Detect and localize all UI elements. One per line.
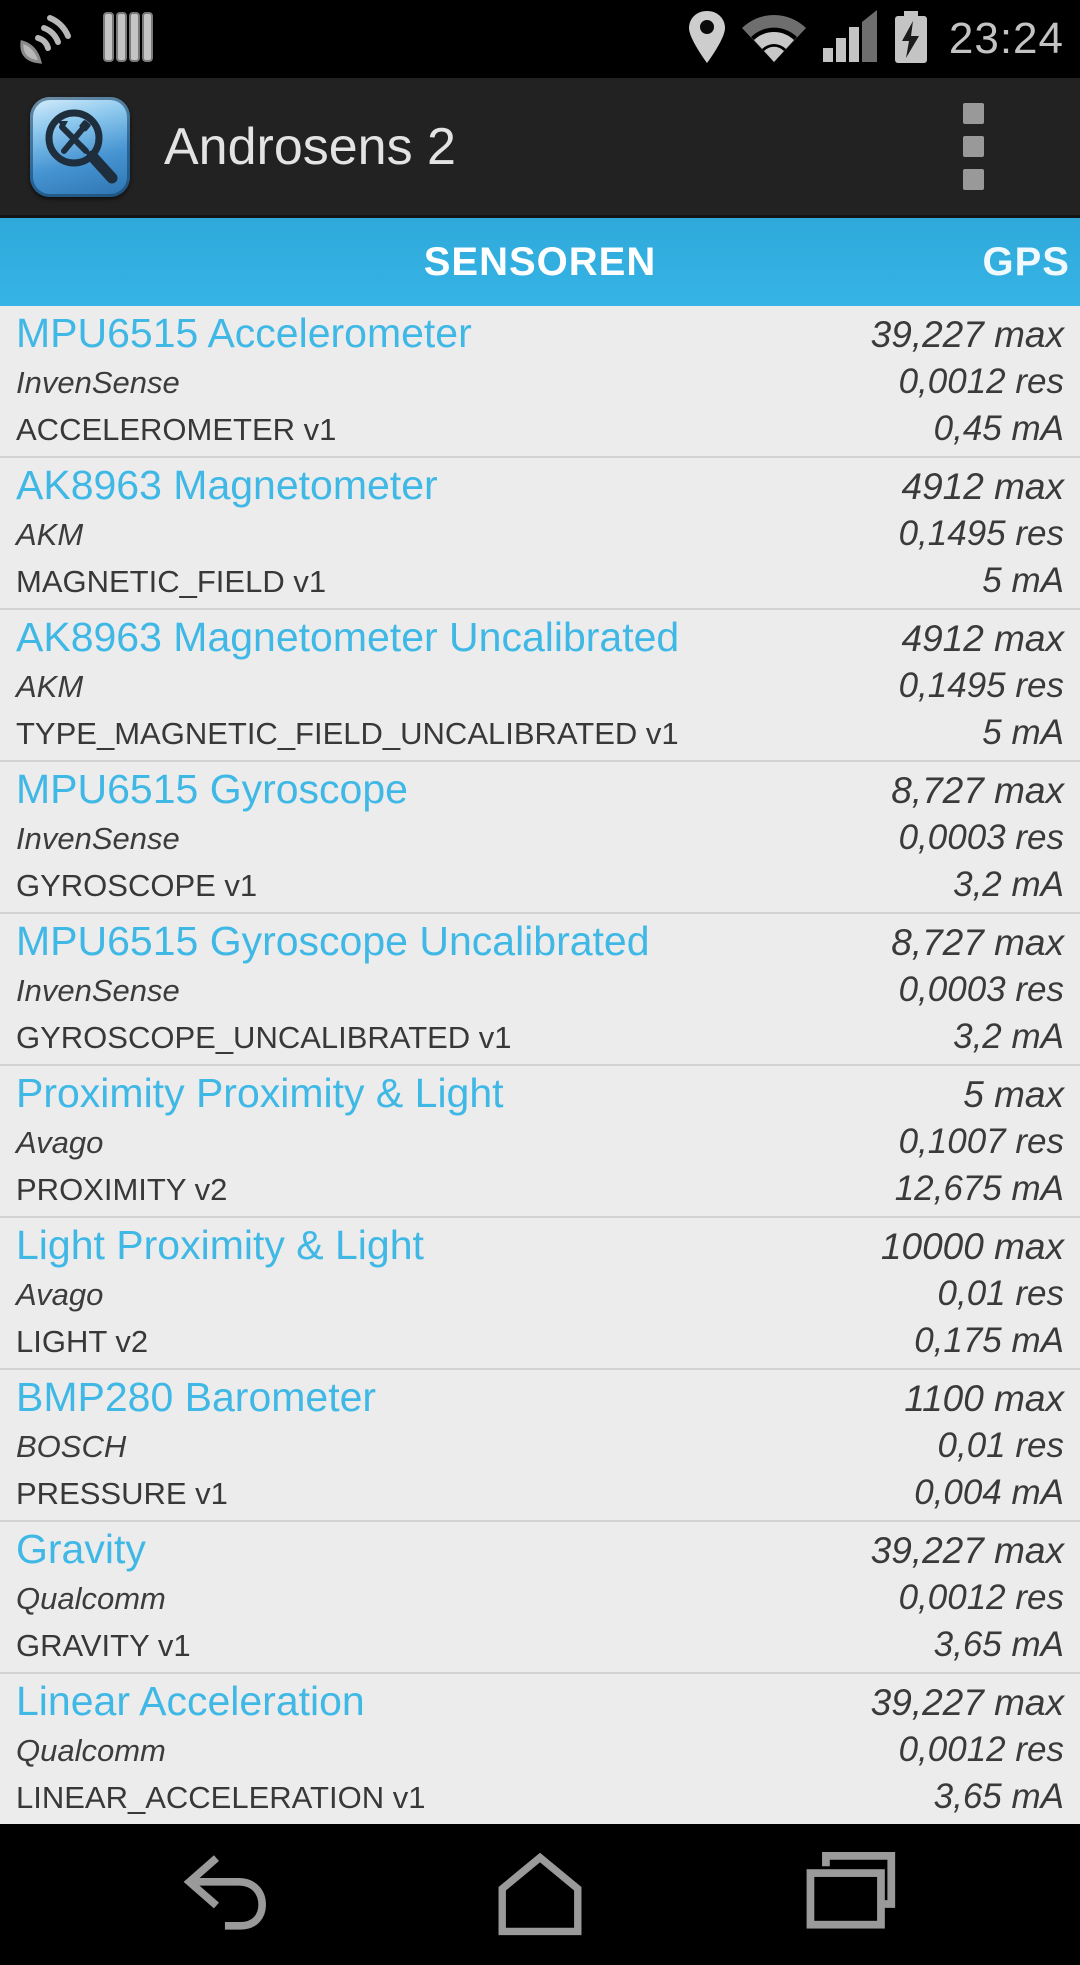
sensor-max-value: 39,227 max: [870, 1682, 1064, 1723]
sensor-vendor: InvenSense: [16, 821, 180, 856]
sensor-power-value: 5 mA: [982, 561, 1064, 600]
sensor-row[interactable]: [0, 1672, 1080, 1824]
sensor-resolution-value: 0,0003 res: [898, 818, 1064, 857]
sensor-row[interactable]: [0, 1064, 1080, 1216]
sensor-name: Linear Acceleration: [16, 1678, 365, 1724]
sensor-name: MPU6515 Gyroscope Uncalibrated: [16, 918, 650, 964]
sensor-row[interactable]: [0, 1520, 1080, 1672]
location-pin-icon: [687, 9, 727, 70]
recents-button[interactable]: [780, 1845, 920, 1945]
sensor-type: PRESSURE v1: [16, 1476, 228, 1511]
sensor-max-value: 4912 max: [901, 618, 1064, 659]
sensor-row[interactable]: [0, 306, 1080, 456]
sensor-row[interactable]: [0, 1216, 1080, 1368]
status-bar-right-icons: [687, 9, 1064, 70]
sensor-vendor: InvenSense: [16, 973, 180, 1008]
sensor-power-value: 3,2 mA: [953, 1017, 1064, 1056]
sensor-name: MPU6515 Gyroscope: [16, 766, 408, 812]
sensor-max-value: 4912 max: [901, 466, 1064, 507]
sensor-max-value: 39,227 max: [870, 1530, 1064, 1571]
sensor-name: Gravity: [16, 1526, 146, 1572]
sensor-name: Light Proximity & Light: [16, 1222, 424, 1268]
sensor-power-value: 0,45 mA: [933, 409, 1064, 448]
home-button[interactable]: [470, 1845, 610, 1945]
sensor-row[interactable]: [0, 456, 1080, 608]
sensor-power-value: 12,675 mA: [894, 1169, 1064, 1208]
sensor-vendor: Qualcomm: [16, 1581, 166, 1616]
app-icon: [30, 97, 130, 197]
sensor-power-value: 3,65 mA: [933, 1777, 1064, 1816]
sensor-name: AK8963 Magnetometer Uncalibrated: [16, 614, 680, 660]
sensor-resolution-value: 0,1495 res: [898, 666, 1064, 705]
sensor-type: GRAVITY v1: [16, 1628, 191, 1663]
sensor-vendor: Avago: [16, 1277, 104, 1312]
sensor-vendor: InvenSense: [16, 365, 180, 400]
home-icon: [484, 1846, 596, 1943]
back-button[interactable]: [160, 1845, 300, 1945]
tab-sensoren[interactable]: SENSOREN: [423, 239, 657, 284]
recents-icon: [800, 1849, 900, 1940]
navigation-bar: [0, 1824, 1080, 1965]
sensor-resolution-value: 0,01 res: [937, 1426, 1064, 1465]
status-bar: [0, 0, 1080, 78]
tab-gps[interactable]: GPS: [982, 239, 1070, 284]
sensor-resolution-value: 0,0003 res: [898, 970, 1064, 1009]
sensor-resolution-value: 0,01 res: [937, 1274, 1064, 1313]
sensor-power-value: 3,65 mA: [933, 1625, 1064, 1664]
sensor-row[interactable]: [0, 760, 1080, 912]
sensor-power-value: 3,2 mA: [953, 865, 1064, 904]
gps-searching-icon: [16, 8, 80, 71]
sensor-name: AK8963 Magnetometer: [16, 462, 438, 508]
sensor-vendor: AKM: [16, 669, 84, 704]
sensor-row[interactable]: [0, 608, 1080, 760]
sensor-type: TYPE_MAGNETIC_FIELD_UNCALIBRATED v1: [16, 716, 679, 751]
sensor-bars-icon: [102, 9, 154, 70]
sensor-resolution-value: 0,1007 res: [898, 1122, 1064, 1161]
tab-strip: [0, 218, 1080, 306]
sensor-type: GYROSCOPE v1: [16, 868, 258, 903]
sensor-type: ACCELEROMETER v1: [16, 412, 337, 447]
sensor-row[interactable]: [0, 912, 1080, 1064]
sensor-type: MAGNETIC_FIELD v1: [16, 564, 327, 599]
action-bar: [0, 78, 1080, 218]
sensor-name: BMP280 Barometer: [16, 1374, 377, 1420]
status-bar-left-icons: [16, 8, 154, 71]
sensor-max-value: 10000 max: [880, 1226, 1064, 1267]
sensor-type: PROXIMITY v2: [16, 1172, 228, 1207]
back-icon: [178, 1848, 282, 1941]
sensor-vendor: Avago: [16, 1125, 104, 1160]
sensor-resolution-value: 0,0012 res: [898, 362, 1064, 401]
sensor-resolution-value: 0,1495 res: [898, 514, 1064, 553]
sensor-power-value: 0,175 mA: [914, 1321, 1064, 1360]
wifi-icon: [741, 10, 807, 69]
sensor-power-value: 5 mA: [982, 713, 1064, 752]
sensor-max-value: 39,227 max: [870, 314, 1064, 355]
sensor-name: MPU6515 Accelerometer: [16, 310, 472, 356]
sensor-name: Proximity Proximity & Light: [16, 1070, 504, 1116]
sensor-type: LINEAR_ACCELERATION v1: [16, 1780, 426, 1815]
sensor-vendor: AKM: [16, 517, 84, 552]
sensor-row[interactable]: [0, 1368, 1080, 1520]
sensor-vendor: BOSCH: [16, 1429, 127, 1464]
sensor-resolution-value: 0,0012 res: [898, 1730, 1064, 1769]
sensor-resolution-value: 0,0012 res: [898, 1578, 1064, 1617]
sensor-max-value: 5 max: [963, 1074, 1064, 1115]
sensor-type: GYROSCOPE_UNCALIBRATED v1: [16, 1020, 512, 1055]
overflow-menu-icon[interactable]: [953, 93, 994, 200]
sensor-max-value: 8,727 max: [891, 770, 1064, 811]
sensor-power-value: 0,004 mA: [914, 1473, 1064, 1512]
sensor-max-value: 8,727 max: [891, 922, 1064, 963]
sensor-max-value: 1100 max: [904, 1378, 1064, 1419]
sensor-list[interactable]: [0, 306, 1080, 1824]
battery-charging-icon: [893, 9, 929, 70]
app-title: Androsens 2: [164, 117, 456, 176]
status-bar-clock: 23:24: [948, 14, 1064, 63]
sensor-type: LIGHT v2: [16, 1324, 149, 1359]
sensor-vendor: Qualcomm: [16, 1733, 166, 1768]
cell-signal-icon: [821, 10, 879, 69]
